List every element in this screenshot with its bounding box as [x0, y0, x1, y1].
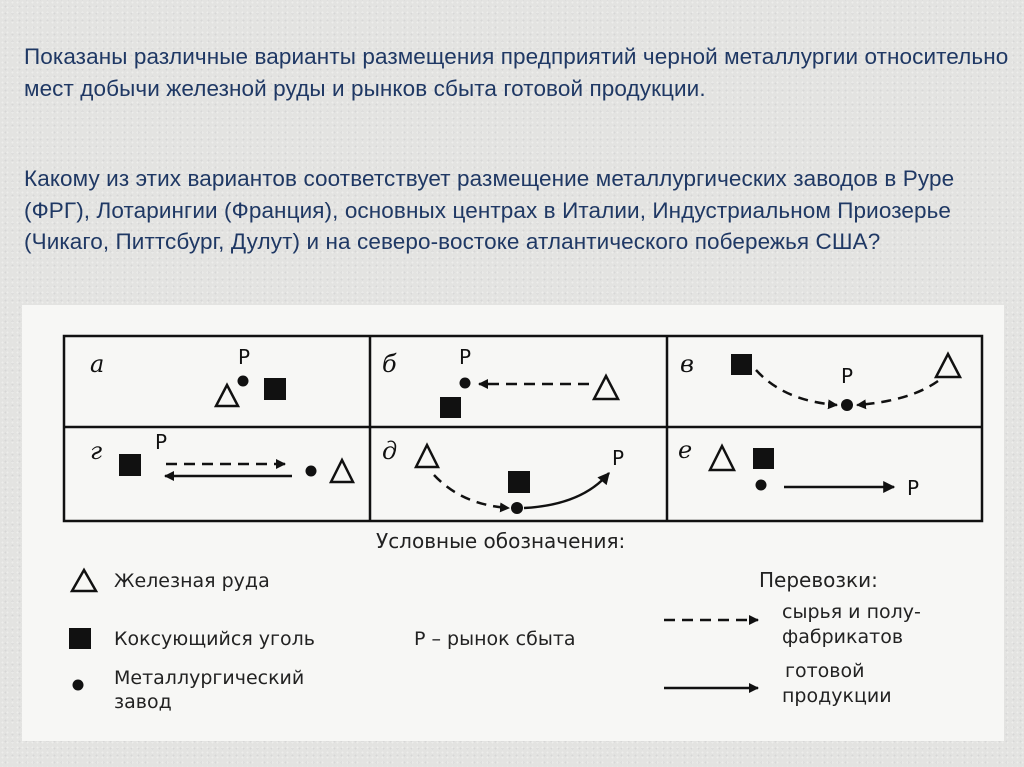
legend-transport-title: Перевозки: [759, 568, 878, 592]
legend-iron-ore-triangle [72, 570, 96, 591]
market-label: P [459, 345, 472, 369]
variant-a [90, 345, 286, 406]
metallurgical-plant-dot [511, 502, 523, 514]
variant-v-letter: в [680, 350, 694, 378]
variant-e-letter: е [678, 436, 693, 464]
coking-coal-square [119, 454, 141, 476]
legend-plant-label-line2: завод [114, 691, 172, 713]
iron-ore-triangle [936, 354, 960, 377]
variant-g-letter: г [90, 437, 103, 465]
legend-market-label: Р – рынок сбыта [414, 628, 576, 650]
legend-coking-coal-square [69, 628, 91, 649]
metallurgical-plant-dot [306, 466, 317, 477]
iron-ore-triangle [710, 446, 734, 470]
coking-coal-square [508, 471, 530, 493]
placement-diagram-svg [22, 305, 1004, 741]
variant-b [382, 345, 618, 418]
raw-material-transport-arrow [434, 475, 509, 508]
variant-a-letter: а [90, 350, 105, 378]
market-label: P [238, 345, 251, 369]
legend [69, 529, 921, 713]
iron-ore-triangle [416, 445, 438, 467]
metallurgical-plant-dot [238, 376, 249, 387]
iron-ore-triangle [331, 460, 353, 482]
raw-material-transport-arrow [857, 381, 938, 405]
metallurgical-plant-dot [841, 399, 853, 411]
variant-g [90, 430, 353, 482]
coking-coal-square [731, 354, 752, 375]
iron-ore-triangle [216, 385, 238, 406]
variant-e [678, 436, 919, 500]
metallurgical-plant-dot [460, 378, 471, 389]
iron-ore-triangle [594, 376, 618, 399]
metallurgical-plant-dot [756, 480, 767, 491]
legend-plant-label-line1: Металлургический [114, 667, 305, 689]
variant-d [382, 437, 624, 514]
legend-iron-ore-label: Железная руда [114, 570, 270, 592]
variant-b-letter: б [382, 350, 397, 378]
finished-product-transport-arrow [524, 473, 609, 508]
legend-plant-dot [73, 680, 84, 691]
variant-d-letter: д [382, 437, 398, 465]
market-label: P [907, 476, 920, 500]
raw-material-transport-arrow [756, 370, 837, 405]
legend-coking-coal-label: Коксующийся уголь [114, 628, 315, 650]
coking-coal-square [440, 397, 461, 418]
legend-finished-label-line2: продукции [782, 685, 892, 707]
coking-coal-square [264, 378, 286, 400]
question-paragraph-2: Какому из этих вариантов соответствует размещение металлургических заводов в Руре (ФРГ), Лотарингии (Франция), основных центрах в Италии, Индустриальном Приозерье (Чикаго, Питтсбург, Дулут) и на северо-востоке атлантического побережья США? [24, 166, 955, 254]
market-label: P [155, 430, 168, 454]
legend-title: Условные обозначения: [376, 529, 626, 553]
coking-coal-square [753, 448, 774, 469]
placement-diagram-figure [22, 305, 1004, 741]
question-paragraph-1: Показаны различные варианты размещения предприятий черной металлургии относительно мест добычи железной руды и рынков сбыта готовой продукции. [24, 44, 1009, 101]
legend-raw-label-line1: сырья и полу- [782, 601, 921, 623]
market-label: P [841, 364, 854, 388]
legend-raw-label-line2: фабрикатов [782, 626, 904, 648]
market-label: P [612, 446, 625, 470]
legend-finished-label-line1: готовой [785, 660, 865, 682]
variant-v [680, 350, 960, 411]
